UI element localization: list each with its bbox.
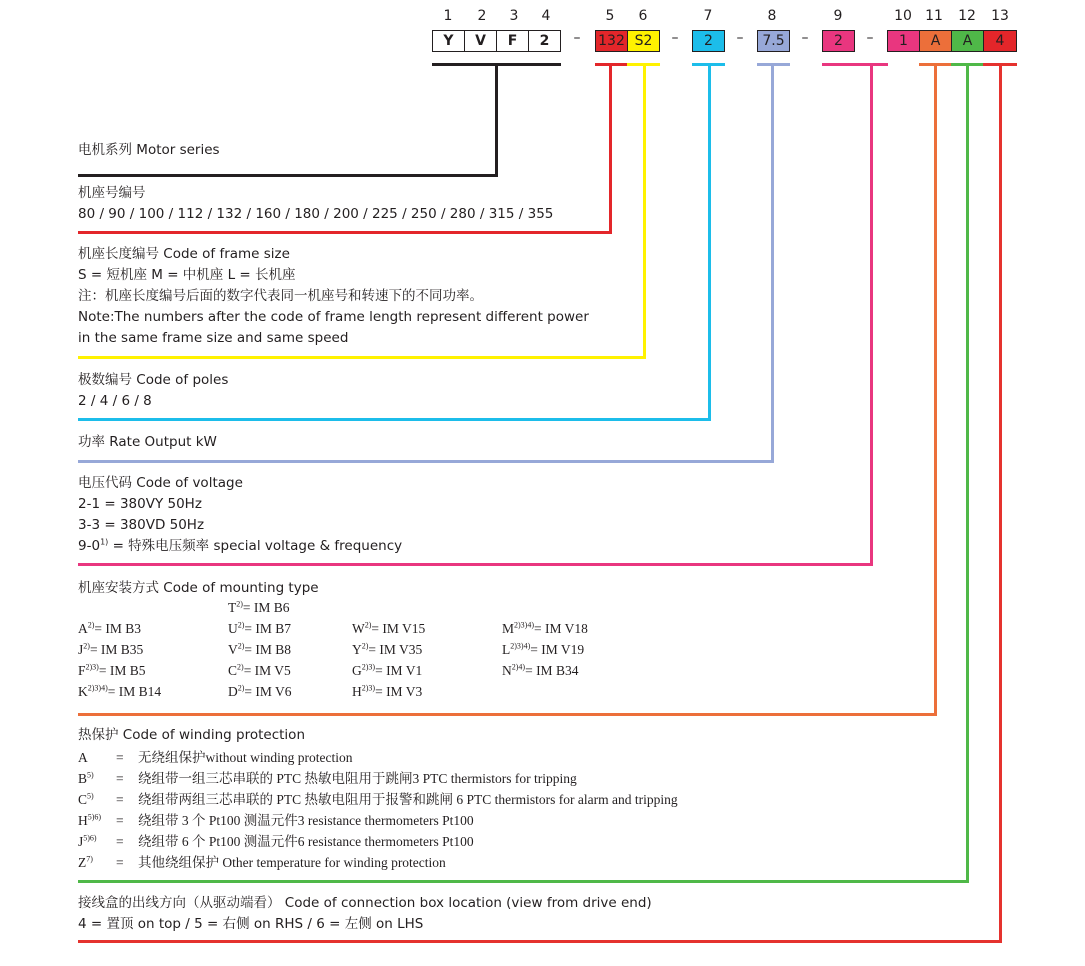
connector-protection [966,63,969,883]
mounting-code-m: $M^{2)3)4)}=$ IM V18 [502,620,588,636]
box-location-values: 4 = 置顶 on top / 5 = 右侧 on RHS / 6 = 左侧 on LHS [78,916,424,932]
code-box-13: 4 [983,30,1017,52]
mounting-code-y: $Y^{2)}=$ IM V35 [352,641,423,657]
code-box-6: S2 [627,30,660,52]
position-number-12: 12 [958,8,976,24]
mounting-title: 机座安装方式 Code of mounting type [78,580,319,596]
position-number-9: 9 [833,8,843,24]
position-number-4: 4 [541,8,551,24]
position-number-7: 7 [703,8,713,24]
rule-power [78,460,774,463]
frame-size-line2: 注：机座长度编号后面的数字代表同一机座号和转速下的不同功率。 [78,288,483,304]
connector-mounting [934,63,937,716]
separator-dash: – [736,30,744,46]
frame-no-title: 机座号编号 [78,185,146,201]
frame-size-line4: in the same frame size and same speed [78,330,349,346]
separator-dash: – [671,30,679,46]
box-location-title: 接线盒的出线方向（从驱动端看） Code of connection box location (view from drive end) [78,895,652,911]
voltage-title: 电压代码 Code of voltage [78,475,243,491]
mounting-code-h: $H^{2)3)}=$ IM V3 [352,683,423,699]
position-number-2: 2 [477,8,487,24]
protection-row-a: A = 无绕组保护without winding protection [78,750,353,765]
protection-row-b: $B^{5)}$ = 绕组带一组三芯串联的 PTC 热敏电阻用于跳闸3 PTC thermistors for tripping [78,770,577,786]
underline-voltage [822,63,888,66]
position-number-11: 11 [925,8,943,24]
frame-size-title: 机座长度编号 Code of frame size [78,246,290,262]
mounting-code-f: $F^{2)3)}=$ IM B5 [78,662,146,678]
protection-row-z: $Z^{7)}$ = 其他绕组保护 Other temperature for winding protection [78,854,446,870]
frame-size-line3: Note:The numbers after the code of frame length represent different power [78,309,589,325]
code-box-9: 2 [822,30,855,52]
rule-box-location [78,940,1002,943]
code-box-5: 132 [595,30,628,52]
separator-dash: – [866,30,874,46]
voltage-line3: $9-0^{1)}$ = 特殊电压频率 special voltage & frequency [78,537,403,554]
position-number-10: 10 [894,8,912,24]
connector-box-location [999,63,1002,943]
poles-title: 极数编号 Code of poles [78,372,229,388]
protection-title: 热保护 Code of winding protection [78,727,305,743]
mounting-code-u: $U^{2)}=$ IM B7 [228,620,292,636]
position-number-5: 5 [605,8,615,24]
code-box-1: Y [432,30,465,52]
separator-dash: – [573,30,581,46]
rule-frame-size [78,356,646,359]
mounting-code-d: $D^{2)}=$ IM V6 [228,683,292,699]
position-number-1: 1 [443,8,453,24]
rule-frame-no [78,231,612,234]
code-box-11: A [919,30,952,52]
separator-dash: – [801,30,809,46]
mounting-code-j: $J^{2)}=$ IM B35 [78,641,144,657]
connector-poles [708,63,711,421]
protection-row-h: $H^{5)6)}$ = 绕组带 3 个 Pt100 测温元件3 resistance thermometers Pt100 [78,812,474,828]
mounting-code-g: $G^{2)3)}=$ IM V1 [352,662,423,678]
mounting-code-n: $N^{2)4)}=$ IM B34 [502,662,579,678]
code-box-2: V [464,30,497,52]
protection-row-c: $C^{5)}$ = 绕组带两组三芯串联的 PTC 热敏电阻用于报警和跳闸 6 PTC thermistors for alarm and tripping [78,791,678,807]
rule-motor-series [78,174,498,177]
voltage-line2: 3-3 = 380VD 50Hz [78,517,205,533]
code-box-4: 2 [528,30,561,52]
motor-series-label: 电机系列 Motor series [78,142,220,158]
power-label: 功率 Rate Output kW [78,434,217,450]
connector-frame-no [609,63,612,234]
rule-mounting [78,713,937,716]
rule-poles [78,418,711,421]
connector-motor-series [495,63,498,177]
mounting-code-t: $T^{2)}=$ IM B6 [228,599,290,615]
position-number-3: 3 [509,8,519,24]
code-box-3: F [496,30,529,52]
mounting-code-w: $W^{2)}=$ IM V15 [352,620,426,636]
voltage-line1: 2-1 = 380VY 50Hz [78,496,202,512]
position-number-13: 13 [991,8,1009,24]
code-box-10: 1 [887,30,920,52]
mounting-code-c: $C^{2)}=$ IM V5 [228,662,291,678]
position-number-6: 6 [638,8,648,24]
code-box-12: A [951,30,984,52]
frame-no-values: 80 / 90 / 100 / 112 / 132 / 160 / 180 / 200 / 225 / 250 / 280 / 315 / 355 [78,206,554,222]
code-box-7: 2 [692,30,725,52]
mounting-code-v: $V^{2)}=$ IM B8 [228,641,292,657]
rule-voltage [78,563,873,566]
mounting-code-a: $A^{2)}=$ IM B3 [78,620,142,636]
rule-protection [78,880,969,883]
poles-values: 2 / 4 / 6 / 8 [78,393,152,409]
frame-size-line1: S = 短机座 M = 中机座 L = 长机座 [78,267,296,283]
protection-row-j: $J^{5)6)}$ = 绕组带 6 个 Pt100 测温元件6 resistance thermometers Pt100 [78,833,474,849]
connector-voltage [870,63,873,566]
connector-power [771,63,774,463]
position-number-8: 8 [767,8,777,24]
mounting-code-l: $L^{2)3)4)}=$ IM V19 [502,641,585,657]
connector-frame-size [643,63,646,359]
code-box-8: 7.5 [757,30,790,52]
mounting-code-k: $K^{2)3)4)}=$ IM B14 [78,683,162,699]
